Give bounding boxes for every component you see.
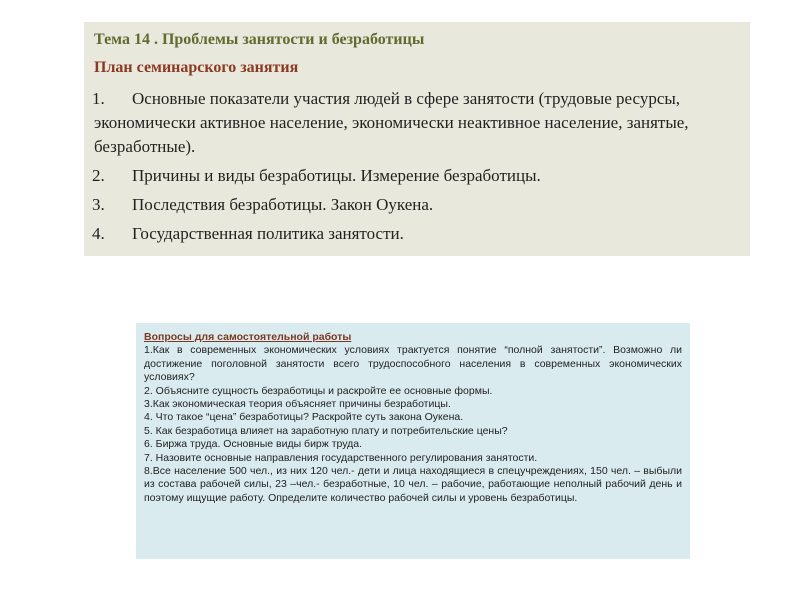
question-line: 2. Объясните сущность безработицы и раскройте ее основные формы.	[144, 384, 493, 397]
plan-item	[94, 222, 740, 246]
plan-item	[94, 193, 740, 217]
plan-item-number: 1.	[92, 89, 105, 108]
question-line: 7. Назовите основные направления государственного регулирования занятости.	[144, 451, 538, 464]
plan-heading: План семинарского занятия	[94, 59, 299, 76]
topic-title: Тема 14 . Проблемы занятости и безработицы	[94, 31, 425, 48]
questions-heading: Вопросы для самостоятельной работы	[144, 331, 352, 343]
seminar-plan-box	[84, 22, 750, 256]
plan-item	[94, 87, 740, 159]
plan-item-text: Государственная политика занятости.	[132, 224, 404, 243]
question-line: 8.Все население 500 чел., из них 120 чел.- дети и лица находящиеся в спецучреждениях, 150 чел. – выбыли из состава рабочей силы, 23 –чел.- безработные, 10 чел. – рабочие, работающие неполный рабочий день и поэтому ищущие работу. Определите количество рабочей силы и уровень безработицы.	[144, 465, 682, 504]
plan-list	[94, 87, 740, 246]
question-line: 3.Как экономическая теория объясняет причины безработицы.	[144, 398, 451, 411]
plan-item-number: 4.	[92, 224, 105, 243]
question-line: 1.Как в современных экономических условиях трактуется понятие “полной занятости”. Возможно ли достижение поголовной занятости всего трудоспособного населения в современных экономических условиях?	[144, 344, 682, 384]
question-line: 4. Что такое “цена” безработицы? Раскройте суть закона Оукена.	[144, 411, 464, 424]
plan-item-text: Причины и виды безработицы. Измерение безработицы.	[132, 166, 541, 185]
plan-item	[94, 164, 740, 188]
self-study-questions-box	[136, 323, 690, 559]
plan-item-number: 2.	[92, 166, 105, 185]
plan-item-text: Основные показатели участия людей в сфере занятости (трудовые ресурсы, экономически активное население, экономически неактивное население, занятые, безработные).	[94, 89, 689, 156]
plan-item-text: Последствия безработицы. Закон Оукена.	[132, 195, 434, 214]
plan-item-number: 3.	[92, 195, 105, 214]
question-line: 5. Как безработица влияет на заработную плату и потребительские цены?	[144, 424, 508, 437]
question-line: 6. Биржа труда. Основные виды бирж труда.	[144, 438, 363, 451]
